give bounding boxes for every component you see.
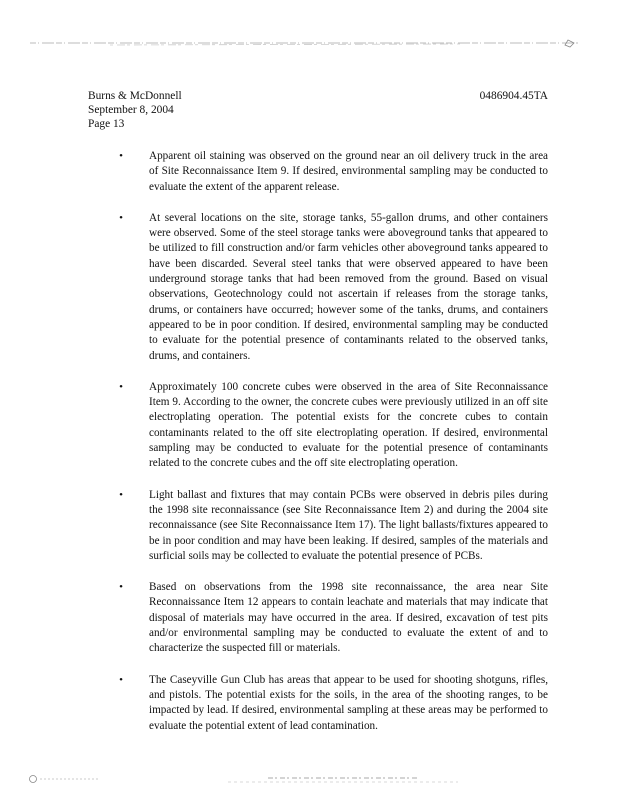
bullet-item [116, 580, 548, 656]
bottom-scan-artifact [28, 772, 578, 786]
header-line-company: Burns & McDonnell [88, 90, 182, 102]
bullet-text: At several locations on the site, storage tanks, 55-gallon drums, and other containers were observed. Some of the steel storage tanks were aboveground tanks that appeared to be utilized to fill construction and/or farm vehicles other aboveground tanks appeared to have been discarded. Several steel tanks that were observed appeared to have been underground storage tanks that had been removed from the ground. Based on visual observations, Geotechnology could not ascertain if releases from the storage tanks, drums, or containers have occurred; however some of the tanks, drums, and containers appeared to be in poor condition. If desired, environmental sampling may be conducted to evaluate for the potential presence of contaminants related to the observed tanks, drums, and containers. [149, 211, 548, 362]
bullet-item [116, 380, 548, 472]
bullet-marker: • [119, 380, 123, 393]
document-number: 0486904.45TA [479, 90, 548, 102]
page-header [88, 89, 548, 131]
bullet-marker: • [119, 211, 123, 224]
top-scan-artifact [30, 38, 578, 48]
header-line-date: September 8, 2004 [88, 104, 174, 116]
bullet-marker: • [119, 488, 123, 501]
bullet-item [116, 488, 548, 564]
bullet-text: Approximately 100 concrete cubes were observed in the area of Site Reconnaissance Item 9. According to the owner, the concrete cubes were previously utilized in an off site electroplating operation. The potential exists for the concrete cubes to contain contaminants related to the off site electroplating operation. If desired, environmental sampling may be conducted to evaluate for the potential presence of contaminants related to the concrete cubes and the off site electroplating operation. [149, 380, 548, 470]
bullet-marker: • [119, 150, 123, 162]
bullet-item [116, 149, 548, 195]
bullet-list [116, 149, 548, 750]
header-line-page: Page 13 [88, 118, 125, 130]
bullet-item [116, 673, 548, 734]
bullet-text: Apparent oil staining was observed on the ground near an oil delivery truck in the area of Site Reconnaissance Item 9. If desired, environmental sampling may be conducted to evaluate the extent of the apparent release. [149, 150, 548, 193]
bullet-text: Based on observations from the 1998 site reconnaissance, the area near Site Reconnaissance Item 12 appears to contain leachate and materials that may indicate that disposal of materials may have occurred in the area. If desired, excavation of test pits and/or environmental sampling may be conducted to evaluate the extent of and to characterize the suspected fill or materials. [149, 581, 548, 655]
bullet-text: The Caseyville Gun Club has areas that appear to be used for shooting shotguns, rifles, and pistols. The potential exists for the soils, in the area of the shooting ranges, to be impacted by lead. If desired, environmental sampling at these areas may be performed to evaluate the potential extent of lead contamination. [149, 673, 548, 732]
bullet-marker: • [119, 673, 123, 686]
bullet-item [116, 211, 548, 364]
bullet-marker: • [119, 581, 123, 594]
bullet-text: Light ballast and fixtures that may contain PCBs were observed in debris piles during the 1998 site reconnaissance (see Site Reconnaissance Item 2) and during the 2004 site reconnaissance (see Site Reconnaissance Item 17). The light ballasts/fixtures appeared to be in poor condition and may have been leaking. If desired, samples of the materials and surficial soils may be collected to evaluate the potential presence of PCBs. [149, 488, 548, 562]
